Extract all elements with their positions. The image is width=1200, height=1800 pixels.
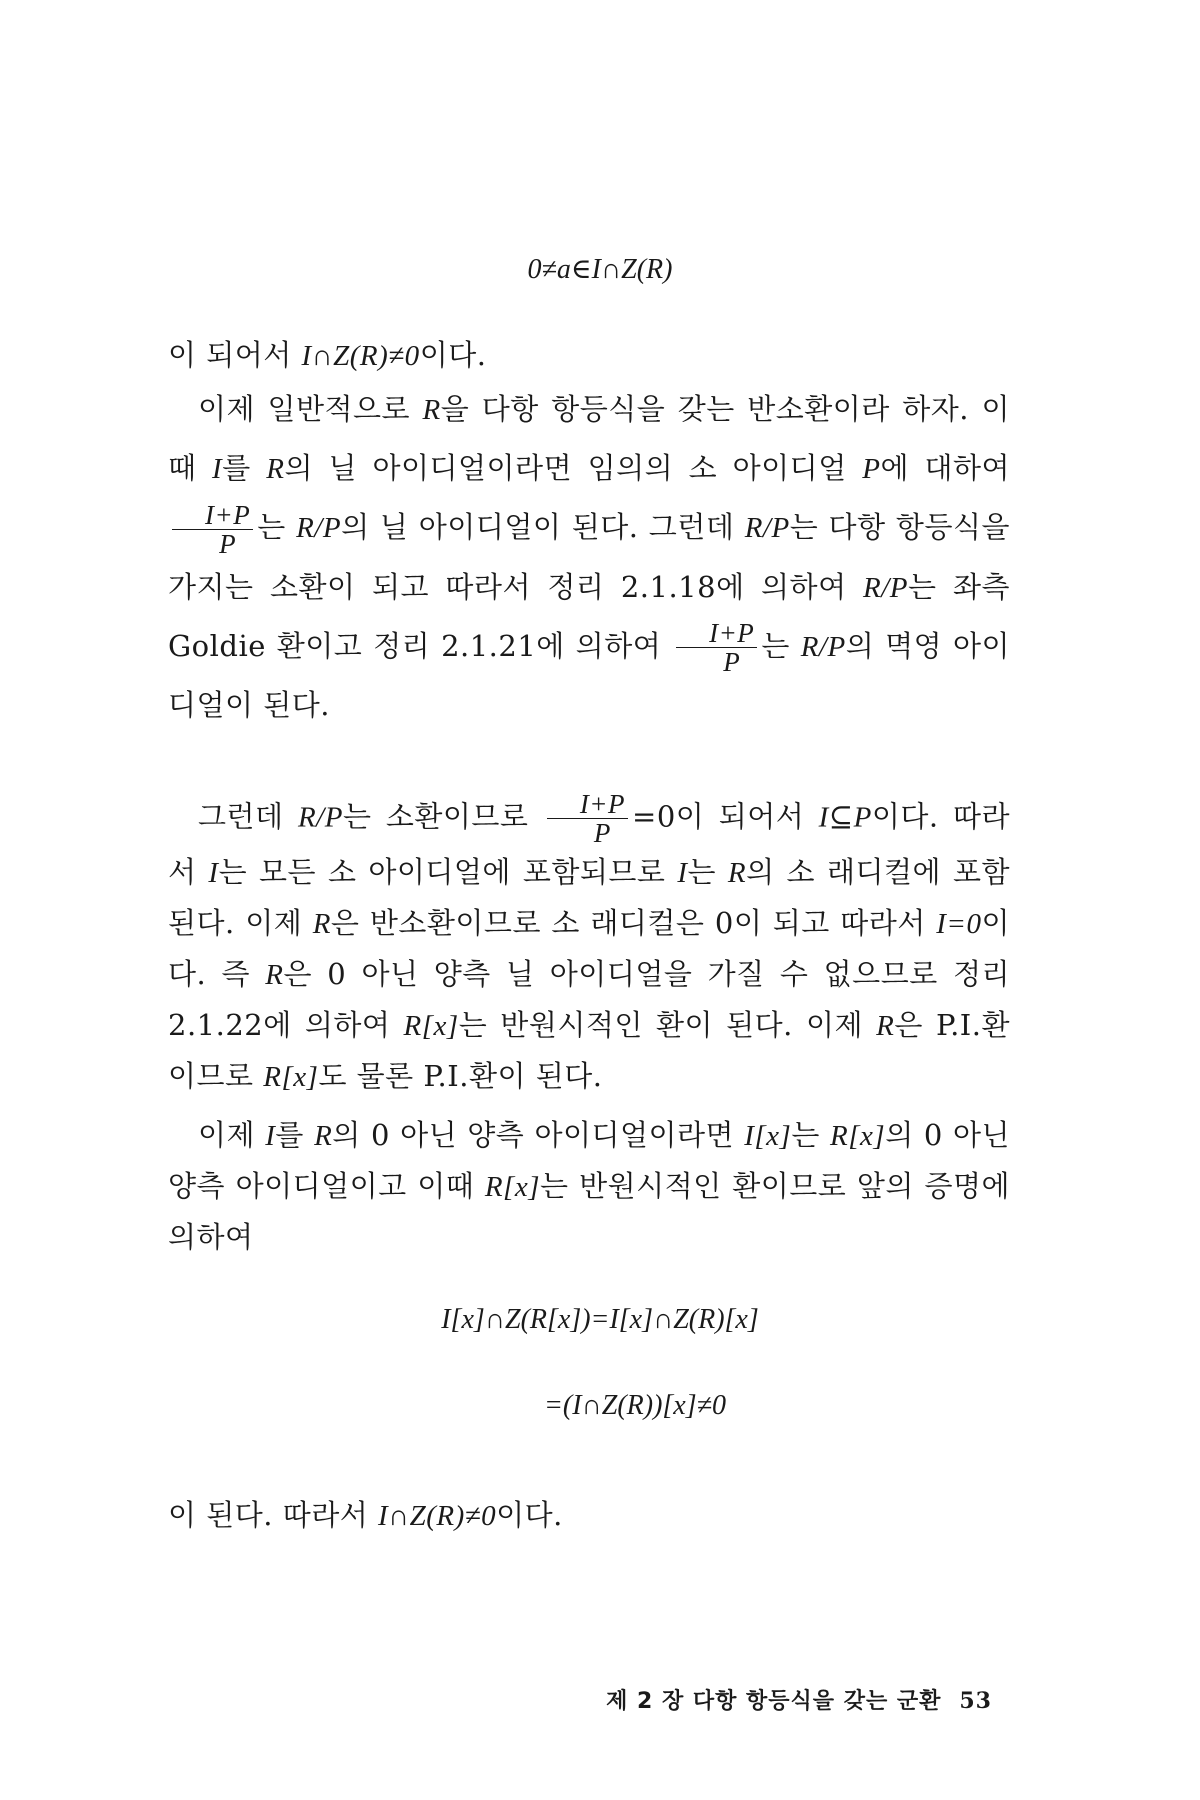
text: 이 되어서	[168, 338, 302, 372]
running-footer	[606, 1684, 992, 1715]
math: R/P	[744, 512, 790, 544]
text: 을 다항 항등식을 갖는 반소환이라 하자. 이때	[168, 392, 1010, 485]
math: R	[876, 1010, 895, 1042]
page-number: 53	[959, 1688, 992, 1714]
fraction-2	[676, 619, 757, 676]
math: R	[422, 394, 441, 426]
fraction-denominator: P	[723, 647, 741, 677]
fraction-denominator: P	[593, 818, 611, 848]
math: I∩Z(R)≠0	[301, 340, 420, 372]
text: 은 P.I.환이므로	[168, 1008, 1010, 1093]
text: 이다.	[496, 1498, 563, 1532]
equation-3: =(I∩Z(R))[x]≠0	[544, 1390, 726, 1421]
math: R	[312, 908, 331, 940]
text: 은 0 아닌 양측 닐 아이디얼을 가질 수 없으므로 정리 2.1.22에 의하여	[168, 957, 1010, 1042]
text: 도 물론 P.I.환이 된다.	[318, 1059, 603, 1093]
paragraph-1	[168, 330, 1010, 381]
equation-1: 0≠a∈I∩Z(R)	[527, 254, 673, 285]
text: 이다. 따라서	[168, 799, 1010, 889]
text: 는	[687, 855, 728, 889]
fraction-3	[547, 790, 628, 847]
text: 의 닐 아이디얼이라면 임의의 소 아이디얼	[284, 451, 863, 485]
equation-2: I[x]∩Z(R[x])=I[x]∩Z(R)[x]	[441, 1304, 759, 1335]
text: 그런데	[198, 799, 298, 834]
text: 의 0 아닌 양측 아이디얼이고 이때	[168, 1118, 1011, 1203]
paragraph-4	[168, 1110, 1010, 1262]
fraction-1	[172, 501, 253, 558]
fraction-denominator: P	[219, 528, 237, 559]
fraction-numerator: I+P	[172, 501, 253, 530]
math: I	[208, 857, 219, 889]
math: R	[727, 857, 747, 889]
math: R[x]	[484, 1171, 541, 1203]
math: R/P	[297, 801, 343, 834]
fraction-numerator: I+P	[676, 619, 757, 648]
math: R[x]	[263, 1061, 319, 1093]
math: R/P	[863, 571, 909, 604]
text: 은 반소환이므로 소 래디컬은 0이 되고 따라서	[330, 906, 937, 940]
fraction-numerator: I+P	[547, 790, 628, 819]
text: 의 멱영 아이디얼이 된다.	[168, 628, 1011, 722]
text: 에 대하여	[880, 451, 1011, 485]
text: 이다.	[419, 338, 487, 372]
paragraph-2	[168, 380, 1010, 734]
math: I⊆P	[818, 801, 872, 834]
math: R/P	[800, 630, 846, 663]
math: I	[212, 453, 223, 485]
text: 를	[275, 1118, 315, 1152]
math: P	[862, 453, 881, 485]
math: R	[266, 453, 285, 485]
text: 는 반원시적인 환이므로 앞의 증명에 의하여	[168, 1169, 1010, 1254]
math: I	[265, 1120, 276, 1152]
text: 이제 일반적으로	[198, 392, 423, 426]
chapter-title: 제 2 장 다항 항등식을 갖는 군환	[606, 1689, 942, 1714]
text: 를	[222, 451, 267, 485]
text: 는 반원시적인 환이 된다. 이제	[458, 1008, 877, 1042]
text: 는	[761, 628, 801, 663]
math: R[x]	[830, 1120, 886, 1152]
math: I	[677, 857, 688, 889]
text: 는 좌측 Goldie 환이고 정리 2.1.21에 의하여	[168, 569, 1010, 663]
text: =0이 되어서	[632, 799, 819, 834]
text: 는	[257, 510, 297, 544]
text: 이다. 즉	[168, 906, 1011, 991]
text: 이 된다. 따라서	[168, 1498, 378, 1532]
text: 이제	[198, 1118, 266, 1152]
text: 는 다항 항등식을 가지는 소환이 되고 따라서 정리 2.1.18에 의하여	[168, 510, 1010, 604]
text: 는	[791, 1118, 831, 1152]
paragraph-5	[168, 1490, 1010, 1541]
math: R	[314, 1120, 333, 1152]
text: 의 소 래디컬에 포함된다. 이제	[168, 855, 1010, 940]
text: 의 0 아닌 양측 아이디얼이라면	[332, 1118, 745, 1152]
math: R[x]	[403, 1010, 459, 1042]
math: I∩Z(R)≠0	[377, 1500, 497, 1532]
text: 는 모든 소 아이디얼에 포함되므로	[218, 855, 678, 889]
paragraph-3	[168, 790, 1010, 1102]
math: R/P	[296, 512, 342, 544]
math: R	[265, 959, 284, 991]
text: 의 닐 아이디얼이 된다. 그런데	[341, 510, 745, 544]
math: I=0	[936, 908, 982, 940]
text: 는 소환이므로	[342, 799, 543, 834]
math: I[x]	[744, 1120, 792, 1152]
